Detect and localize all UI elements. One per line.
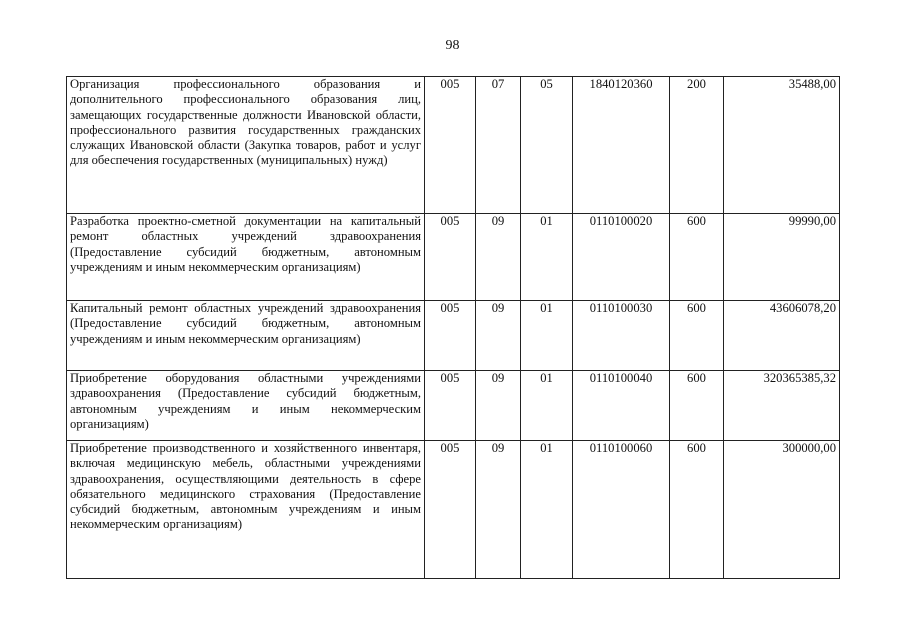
table-row [67, 77, 840, 214]
expense-type-code: 200 [670, 77, 724, 214]
ministry-code: 005 [425, 441, 476, 579]
amount-value: 320365385,32 [724, 371, 840, 441]
expense-description: Разработка проектно-сметной документации на капитальный ремонт областных учреждений здравоохранения (Предоставление субсидий бюджетным, автономным учреждениям и иным некоммерческим организациям) [67, 214, 425, 301]
ministry-code: 005 [425, 301, 476, 371]
expense-type-code: 600 [670, 301, 724, 371]
section-code: 09 [476, 371, 521, 441]
section-code: 07 [476, 77, 521, 214]
subsection-code: 05 [521, 77, 573, 214]
table-row [67, 301, 840, 371]
budget-table [66, 76, 840, 579]
target-article-code: 0110100060 [573, 441, 670, 579]
expense-type-code: 600 [670, 214, 724, 301]
amount-value: 43606078,20 [724, 301, 840, 371]
subsection-code: 01 [521, 214, 573, 301]
expense-type-code: 600 [670, 441, 724, 579]
ministry-code: 005 [425, 371, 476, 441]
table-row [67, 371, 840, 441]
target-article-code: 0110100020 [573, 214, 670, 301]
subsection-code: 01 [521, 441, 573, 579]
expense-description: Приобретение производственного и хозяйственного инвентаря, включая медицинскую мебель, областными учреждениями здравоохранения, осуществляющими деятельность в сфере обязательного медицинского страхования (Предоставление субсидий бюджетным, автономным учреждениям и иным некоммерческим организациям) [67, 441, 425, 579]
target-article-code: 1840120360 [573, 77, 670, 214]
expense-description: Приобретение оборудования областными учреждениями здравоохранения (Предоставление субсидий бюджетным, автономным учреждениям и иным некоммерческим организациям) [67, 371, 425, 441]
expense-description: Организация профессионального образования и дополнительного профессионального образования лиц, замещающих государственные должности Ивановской области, профессионального развития государственных гражданских служащих Ивановской области (Закупка товаров, работ и услуг для обеспечения государственных (муниципальных) нужд) [67, 77, 425, 214]
table-row [67, 441, 840, 579]
subsection-code: 01 [521, 371, 573, 441]
amount-value: 99990,00 [724, 214, 840, 301]
target-article-code: 0110100030 [573, 301, 670, 371]
target-article-code: 0110100040 [573, 371, 670, 441]
ministry-code: 005 [425, 214, 476, 301]
section-code: 09 [476, 441, 521, 579]
expense-description: Капитальный ремонт областных учреждений здравоохранения (Предоставление субсидий бюджетным, автономным учреждениям и иным некоммерческим организациям) [67, 301, 425, 371]
ministry-code: 005 [425, 77, 476, 214]
amount-value: 300000,00 [724, 441, 840, 579]
table-row [67, 214, 840, 301]
page-number: 98 [445, 38, 460, 53]
amount-value: 35488,00 [724, 77, 840, 214]
section-code: 09 [476, 301, 521, 371]
section-code: 09 [476, 214, 521, 301]
expense-type-code: 600 [670, 371, 724, 441]
subsection-code: 01 [521, 301, 573, 371]
